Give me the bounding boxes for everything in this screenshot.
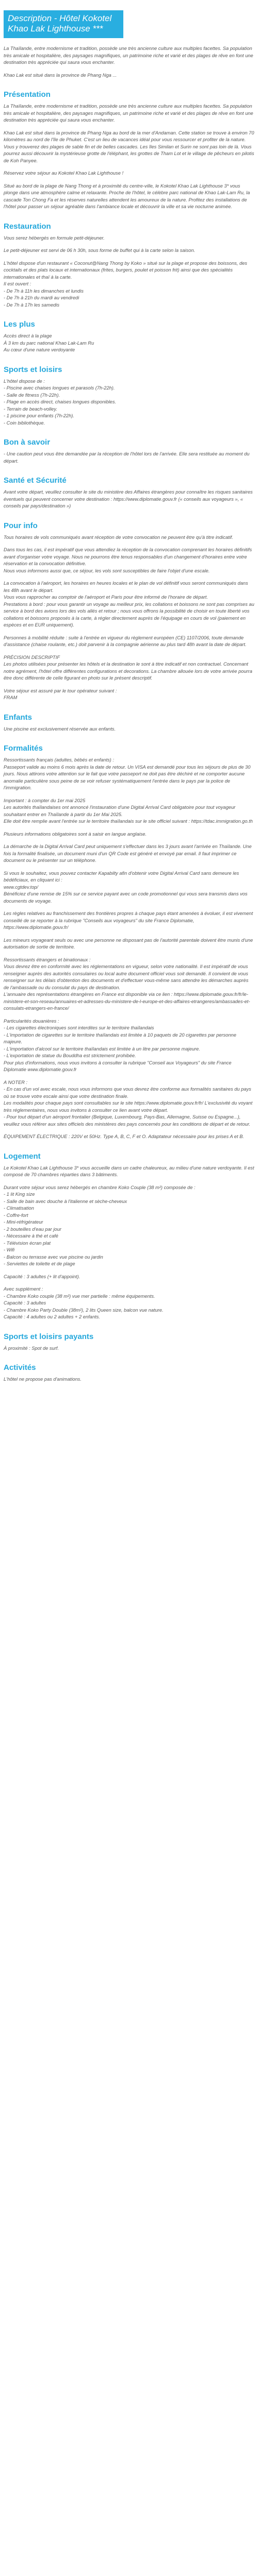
section-paragraph: Avec supplément : - Chambre Koko couple (38 m²) vue mer partielle : même équipements. Capacité : 3 adultes - Chambre Koko Party Double (38m²), 2 lits Queen size, balcon vue nature. Capacité : 4 adultes ou 2 adultes + 2 enfants. xyxy=(4,1286,164,1319)
intro-paragraph: Khao Lak est situé dans la province de Phang Nga ... xyxy=(4,72,117,78)
section-paragraph: Les règles relatives au franchissement des frontières propres à chaque pays étant amenées à évoluer, il est vivement conseillé de se reporter à la rubrique "Conseils aux voyageurs" du site France Diplomatie, https://www.diplomatie.gouv.fr/ xyxy=(4,911,253,930)
section-paragraph: Durant votre séjour vous serez hébergés en chambre Koko Couple (38 m²) composée de : - 1 lit King size - Salle de bain avec douche à l'italienne et sèche-cheveux - Climatisation - Coffre-fort - Mini-réfrigérateur - 2 bouteilles d'eau par jour - Nécessaire à thé et café - Télévision écran plat - Wifi - Balcon ou terrasse avec vue piscine ou jardin - Serviettes de toilette et de plage xyxy=(4,1184,196,1266)
section-paragraph: Plusieurs informations obligatoires sont à saisir en langue anglaise. xyxy=(4,831,147,837)
section-paragraph: La convocation à l'aéroport, les horaires en heures locales et le plan de vol définitif vous seront communiqués dans les 48h avant le départ. Vous vous rapprocher au comptoir de l'aéroport et Paris pour être informé de l'horaire de départ. Prestations à bord : pour vous garantir un voyage au meilleur prix, les collations et boissons ne sont pas comprises au service à bord des avions lors des vols allés et retour ; nous vous offrons la possibilité de choisir en toute liberté vos collations et boissons proposés à la carte, à régler directement auprès de l'équipage en cours de vol (paiement en espèces et en EUR uniquement). xyxy=(4,581,254,628)
section-paragraph: La Thaïlande, entre modernisme et tradition, possède une très ancienne culture aux multiples facettes. Sa population très amicale et hospitalière, des paysages magnifiques, un patrimoine riche et varié et des plages de rêve en font une destination très appréciée qui saura vous enchanter. xyxy=(4,104,253,123)
section-paragraph: Khao Lak est situé dans la province de Phang Nga au bord de la mer d'Andaman. Cette station se trouve à environ 70 kilomètres au nord de l'île de Phuket. C'est un lieu de vacances idéal pour vous ressourcer et profiter de la nature. Vous y trouverez des plages de sable fin et de belles cascades. Les îles Similan et Surin ne sont pas loin de là. Vous pourrez aussi découvrir la mystérieuse grotte de l'éléphant, les grottes de Tham Lot et le village de pêcheurs en pilotis de Koh Panyee. xyxy=(4,130,254,163)
section-paragraph: Personnes à mobilité réduite : suite à l'entrée en vigueur du règlement européen (CE) 1107/2006, toute demande d'assistance (chaise roulante, etc.) doit parvenir à la compagnie aérienne au plus tard 48h avant la date de départ. xyxy=(4,635,247,647)
description-page xyxy=(0,10,258,2576)
section-paragraph: - Une caution peut vous être demandée par la réception de l'hôtel lors de l'arrivée. Elle sera restituée au moment du départ. xyxy=(4,451,250,464)
section-paragraph: L'hôtel dispose de : - Piscine avec chaises longues et parasols (7h-22h). - Salle de fitness (7h-22h). - Plage en accès direct, chaises longues disponibles. - Terrain de beach-volley. - 1 piscine pour enfants (7h-22h). - Coin bibliothèque. xyxy=(4,378,117,426)
section-paragraph: Si vous le souhaitez, vous pouvez contacter Kapabilty afin d'obtenir votre Digital Arrival Card sans demeure les bédéficiaux, en cliquant ici : www.cgtdev.top/ Bénéficiez d'une remise de 15% sur ce service payant avec un code promotionnel qui vous sera transmis dans vos documents de voyage. xyxy=(4,870,248,904)
section-paragraph: Avant votre départ, veuillez consulter le site du ministère des Affaires étrangères pour connaître les risques sanitaires éventuels qui peuvent concerner votre destination : https://www.diplomatie.gouv.fr (« conseils aux voyageurs », « conseils par pays/destination ») xyxy=(4,489,253,509)
section-paragraph: Une piscine est exclusivement réservée aux enfants. xyxy=(4,726,116,732)
section-heading: Bon à savoir xyxy=(4,438,51,447)
section-heading: Sports et loisirs xyxy=(4,365,62,374)
section-paragraph: ÉQUIPEMENT ÉLECTRIQUE : 220V et 50Hz. Type A, B, C, F et O. Adaptateur nécessaire pour les prises A et B. xyxy=(4,1134,244,1139)
section-paragraph: Dans tous les cas, il est impératif que vous attendiez la réception de la convocation comprenant les horaires définitifs avant d'organiser votre voyage. Nous ne pourrons être tenus responsables d'un changement d'horaires entre votre réservation et la convocation définitive. Nous vous informons aussi que, ce séjour, les vols sont susceptibles de faire l'objet d'une escale. xyxy=(4,547,252,573)
section-paragraph: Accès direct à la plage À 3 km du parc national Khao Lak-Lam Ru Au cœur d'une nature verdoyante xyxy=(4,333,94,352)
section-heading: Formalités xyxy=(4,744,43,753)
section-paragraph: Tous horaires de vols communiqués avant réception de votre convocation ne peuvent être qu'à titre indicatif. xyxy=(4,534,233,540)
section-heading: Restauration xyxy=(4,222,51,231)
section-paragraph: Le petit-déjeuner est servi de 06 h 30h, sous forme de buffet qui à la carte selon la saison. xyxy=(4,248,196,253)
section-heading: Sports et loisirs payants xyxy=(4,1332,94,1341)
intro-block xyxy=(4,45,254,79)
section-heading: Présentation xyxy=(4,90,51,99)
section-heading: Pour info xyxy=(4,521,38,530)
section-paragraph: Ressortissants étrangers et binationaux : Vous devrez être en conformité avec les réglementations en vigueur, selon votre nationalité. Il est impératif de vous renseigner auprès des autorités consulaires ou local autre document officiel vous soit demandé. Il convient de vous renseigner sur les délais d'obtention des documents et d'effectuer vous-même sans attendre les démarches auprès de l'ambassade ou du consulat du pays de destination. L'annuaire des représentations étrangères en France est disponible via ce lien : https://www.diplomatie.gouv.fr/fr/le-ministere-et-son-reseau/annuaires-et-adresses-du-ministere-de-l-europe-et-des-affaires-etrangeres/ambassades-et-consulats-etrangers-en-france/ xyxy=(4,957,250,1011)
section-heading: Activités xyxy=(4,1363,36,1372)
section-paragraph: Les mineurs voyageant seuls ou avec une personne ne disposant pas de l'autorité parentale doivent être munis d'une autorisation de sortie de territoire. xyxy=(4,937,253,950)
section-paragraph: PRÉCISION DESCRIPTIF Les photos utilisées pour présenter les hôtels et la destination le sont à titre indicatif et non contractuel. Concernant notre agrément, l'hôtel offre différentes configurations et decorations. La chambre allouée lors de votre arrivée pourra être donc différente de celle figurant en photo sur le présent descriptif. xyxy=(4,654,252,681)
section-paragraph: Capacité : 3 adultes (+ lit d'appoint). xyxy=(4,1274,80,1279)
section-paragraph: Important : à compter du 1er mai 2025 Les autorités thaïlandaises ont annoncé l'instauration d'une Digital Arrival Card obligatoire pour tout voyageur souhaitant entrer en Thaïlande à partir du 1er Mai 2025. Elle doit être remplie avant l'entrée sur le territoire thaïlandais sur le site officiel suivant : https://tdac.immigration.go.th xyxy=(4,798,253,824)
section-heading: Enfants xyxy=(4,713,33,722)
intro-paragraph: La Thaïlande, entre modernisme et tradition, possède une très ancienne culture aux multiples facettes. Sa population très amicale et hospitalière, des paysages magnifiques, un patrimoine riche et varié et des plages de rêve en font une destination très appréciée qui saura vous enchanter. xyxy=(4,46,253,65)
section-heading: Santé et Sécurité xyxy=(4,476,67,485)
section-paragraph: L'hôtel dispose d'un restaurant « Coconut@Nang Thong by Koko » situé sur la plage et propose des boissons, des cocktails et des plats locaux et internationaux (frites, burgers, poulet et poisson frit) ainsi que des spécialités internationales et thaï à la carte. Il est ouvert : - De 7h à 11h les dimanches et lundis - De 7h à 21h du mardi au vendredi - De 7h à 17h les samedis xyxy=(4,260,247,308)
section-paragraph: Ressortissants français (adultes, bébés et enfants) : Passeport valide au moins 6 mois après la date de retour. Un VISA est demandé pour tous les séjours de plus de 30 jours. Nous attirons votre attention sur le fait que votre passeport ne doit pas être déchiré et ne comporter aucune anomalie particulière sous peine de se voir refuser systématiquement l'entrée dans le pays par la police de l'immigration. xyxy=(4,757,251,790)
section-paragraph: À proximité : Spot de surf. xyxy=(4,1345,59,1351)
page-title: Description - Hôtel Kokotel Khao Lak Lighthouse *** xyxy=(4,10,123,38)
section-paragraph: Situé au bord de la plage de Nang Thong et à proximité du centre-ville, le Kokotel Khao Lak Lighthouse 3* vous plonge dans une atmosphère calme et relaxante. Proche de l'hôtel, le célèbre parc national de Khao Lak-Lam Ru, la cascade Ton Chong Fa et les réserves naturelles attendent les amoureux de la nature. Profitez des installations de l'hôtel pour passer un séjour agréable dans l'ambiance locale et découvrir la ville et sa vie nocturne animée. xyxy=(4,183,250,209)
sections-container xyxy=(4,90,254,1383)
section-paragraph: Le Kokotel Khao Lak Lighthouse 3* vous accueille dans un cadre chaleureux, au milieu d'une nature verdoyante. Il est composé de 70 chambres réparties dans 3 bâtiments. xyxy=(4,1165,254,1177)
section-paragraph: Particularités douanières : - Les cigarettes électroniques sont interdites sur le territoire thaïlandais - L'importation de cigarettes sur le territoire thaïlandais est limitée à 10 paquets de 20 cigarettes par personne majeure. - L'importation d'alcool sur le territoire thaïlandais est limitée à un litre par personne majeure. - L'exportation de statue du Bouddha est strictement prohibée. Pour plus d'informations, nous vous invitons à consulter la rubrique "Conseil aux Voyageurs" du site France Diplomatie www.diplomatie.gouv.fr xyxy=(4,1018,236,1072)
section-paragraph: L'hôtel ne propose pas d'animations. xyxy=(4,1377,82,1382)
section-paragraph: A NOTER : - En cas d'un vol avec escale, nous vous informons que vous devrez être conforme aux formalités sanitaires du pays où se trouve votre escale ainsi que votre destination finale. Les modalités pour chaque pays sont consultables sur le site https://www.diplomatie.gouv.fr/fr/ L'exclusivité du voyant très réglementaires, nous vous invitons à consulter ce lien avant votre départ. - Pour tout départ d'un aéroport frontalier (Belgique, Luxembourg, Pays-Bas, Allemagne, Suisse ou Espagne...), veuillez vous référer aux sites officiels des ministères des pays concernés pour les conditions de départ et de retour. xyxy=(4,1079,253,1127)
section-heading: Logement xyxy=(4,1151,41,1161)
section-paragraph: La démarche de la Digital Arrival Card peut uniquement s'effectuer dans les 3 jours avant l'arrivée en Thaïlande. Une fois la formalité finalisée, un document muni d'un QR Code est généré et envoyé par email. Il faut imprimer ce document ou le présenter sur un téléphone. xyxy=(4,844,252,863)
section-paragraph: Votre séjour est assuré par le tour opérateur suivant : FRAM xyxy=(4,688,117,700)
section-paragraph: Vous serez hébergés en formule petit-déjeuner. xyxy=(4,235,105,241)
section-paragraph: Réservez votre séjour au Kokotel Khao Lak Lighthouse ! xyxy=(4,171,124,176)
section-heading: Les plus xyxy=(4,320,35,329)
